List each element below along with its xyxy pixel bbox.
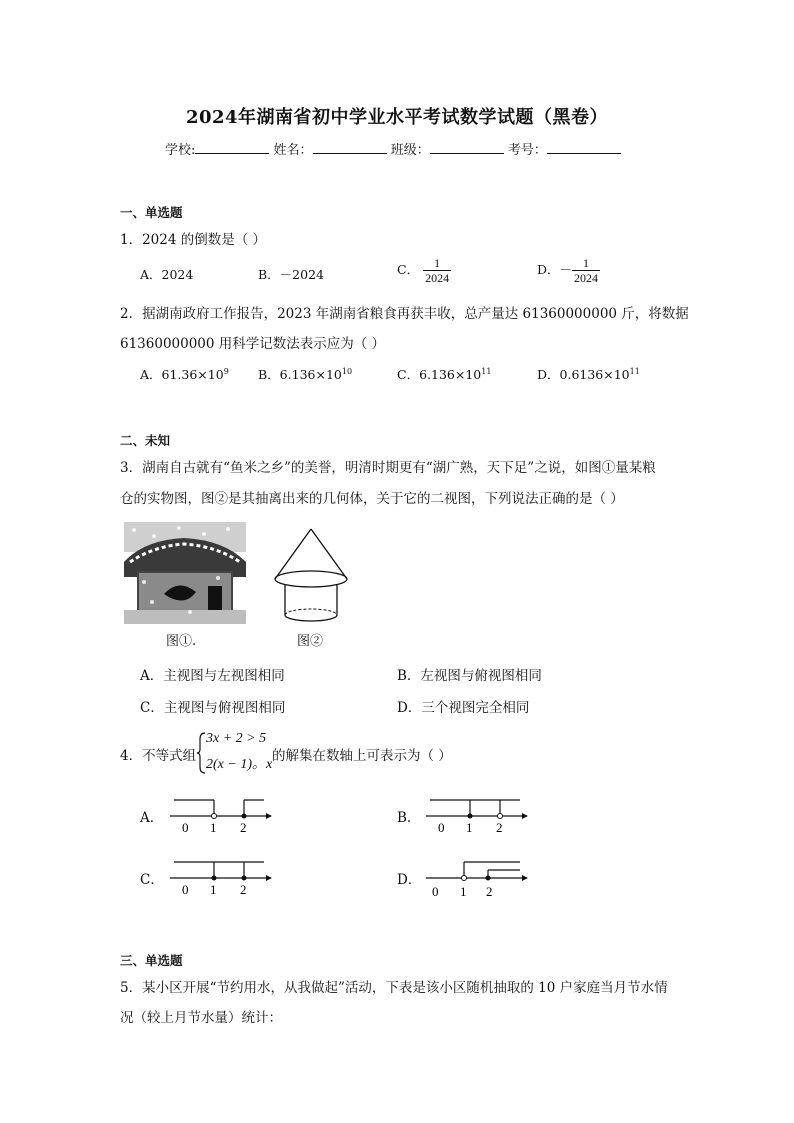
fraction-denominator: 2024: [574, 271, 599, 285]
q1-option-c-label: C．: [397, 262, 420, 277]
q4-option-a-number-line: [168, 794, 274, 836]
exam-no-label: 考号：: [507, 143, 547, 158]
page-title: 2024年湖南省初中学业水平考试数学试题（黑卷）: [185, 107, 609, 128]
q1-option-c-fraction: [423, 256, 451, 285]
fraction-numerator: 1: [583, 256, 590, 270]
q4-option-d[interactable]: D．: [397, 872, 422, 888]
tick-label-0: 0: [432, 884, 439, 899]
school-label: 学校:: [165, 143, 196, 158]
tick-label-0: 0: [182, 882, 189, 897]
question-5-line-2: 况（较上月节水量）统计：: [120, 1010, 282, 1026]
granary-photo: [124, 522, 246, 624]
q2-option-a[interactable]: [140, 365, 229, 383]
figure-1-caption: 图①.: [166, 634, 197, 649]
question-5-line-1: 5．某小区开展“节约用水，从我做起”活动，下表是该小区随机抽取的 10 户家庭当月节水情: [120, 980, 668, 996]
student-info-line: [165, 139, 621, 158]
tick-label-2: 2: [240, 820, 247, 835]
q2-option-d[interactable]: [537, 365, 640, 383]
tick-label-2: 2: [496, 820, 503, 835]
tick-label-1: 1: [466, 820, 473, 835]
q4-option-c-number-line: [168, 856, 274, 898]
system-brace: [196, 731, 206, 775]
tick-label-1: 1: [210, 882, 217, 897]
q1-option-c[interactable]: [397, 256, 451, 285]
q4-option-b[interactable]: B．: [397, 810, 421, 826]
exponent: 11: [629, 367, 640, 376]
section-heading-2: 二、未知: [120, 433, 171, 448]
exponent: 9: [223, 367, 229, 376]
q1-option-d[interactable]: [537, 256, 600, 285]
class-label: 班级：: [390, 143, 430, 158]
q2-option-b[interactable]: [258, 365, 352, 383]
name-label: 姓名：: [273, 143, 313, 158]
q1-option-b[interactable]: B．－2024: [258, 267, 324, 282]
q1-option-a[interactable]: A．2024: [140, 267, 194, 282]
exponent: 11: [481, 367, 492, 376]
question-2-line-1: 2．据湖南政府工作报告，2023 年湖南省粮食再获丰收，总产量达 61360000000 斤，将数据: [120, 306, 689, 322]
q4-option-c[interactable]: C．: [140, 872, 164, 888]
q4-option-b-number-line: [424, 794, 530, 836]
q2-option-b-text: B．6.136×10: [258, 367, 342, 382]
tick-label-1: 1: [210, 820, 217, 835]
question-2-line-2: 61360000000 用科学记数法表示应为（ ）: [120, 336, 386, 352]
q3-option-d[interactable]: D．三个视图完全相同: [397, 700, 530, 716]
tick-label-2: 2: [240, 882, 247, 897]
q1-option-d-fraction: [572, 256, 600, 285]
fraction-denominator: 2024: [425, 271, 450, 285]
q2-option-d-text: D．0.6136×10: [537, 367, 630, 382]
q3-option-c[interactable]: C．主视图与俯视图相同: [140, 700, 286, 716]
class-blank[interactable]: [430, 141, 504, 154]
q3-option-b[interactable]: B．左视图与俯视图相同: [397, 668, 542, 684]
section-heading-1: 一、单选题: [120, 205, 183, 220]
q3-option-a[interactable]: A．主视图与左视图相同: [140, 668, 285, 684]
inequality-1: 3x + 2 > 5: [206, 731, 267, 746]
exam-no-blank[interactable]: [547, 141, 621, 154]
tick-label-0: 0: [182, 820, 189, 835]
cone-cylinder-figure: [270, 527, 352, 627]
section-heading-3: 三、单选题: [120, 953, 183, 968]
tick-label-2: 2: [486, 884, 493, 899]
school-blank[interactable]: [195, 141, 269, 154]
exponent: 10: [341, 367, 353, 376]
q2-option-c[interactable]: [397, 365, 491, 383]
q4-option-a[interactable]: A．: [140, 810, 164, 826]
q1-option-d-label: D．－: [537, 262, 573, 277]
figure-2-caption: 图②: [297, 634, 324, 649]
tick-label-0: 0: [438, 820, 445, 835]
question-3-line-1: 3．湖南自古就有“鱼米之乡”的美誉，明清时期更有“湖广熟，天下足”之说，如图①量某粮: [120, 460, 656, 476]
question-3-line-2: 仓的实物图，图②是其抽离出来的几何体，关于它的二视图，下列说法正确的是（ ）: [120, 491, 624, 507]
tick-label-1: 1: [460, 884, 467, 899]
q2-option-c-text: C．6.136×10: [397, 367, 482, 382]
question-4-prefix: 4．不等式组: [120, 748, 197, 764]
question-1-stem: 1．2024 的倒数是（ ）: [120, 232, 267, 248]
question-4-suffix: 的解集在数轴上可表示为（ ）: [272, 748, 452, 764]
q4-option-d-number-line: [424, 856, 530, 900]
fraction-numerator: 1: [434, 256, 441, 270]
inequality-2: 2(x − 1)。x: [206, 757, 273, 772]
name-blank[interactable]: [313, 141, 387, 154]
q2-option-a-text: A．61.36×10: [140, 367, 224, 382]
